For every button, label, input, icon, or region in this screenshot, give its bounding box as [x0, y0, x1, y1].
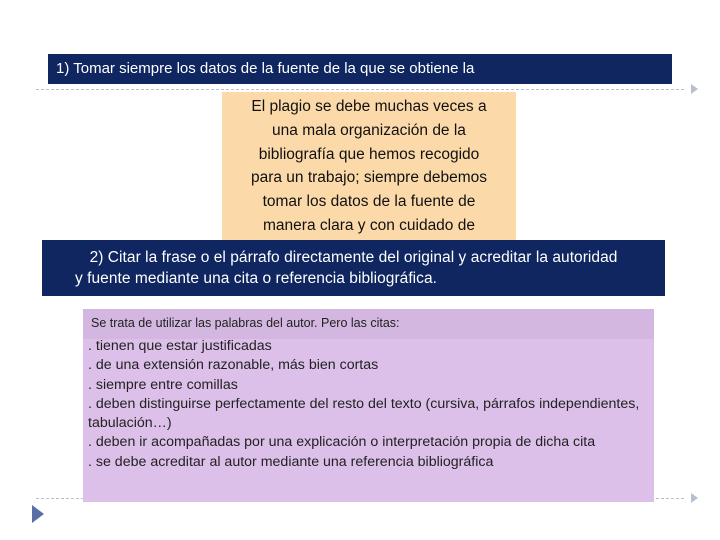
point-1-banner: 1) Tomar siempre los datos de la fuente de la que se obtiene la	[48, 54, 672, 84]
note-line: manera clara y con cuidado de	[263, 216, 475, 234]
divider-arrow-icon	[691, 84, 698, 94]
list-item: . tienen que estar justificadas	[88, 338, 272, 354]
note-line: tomar los datos de la fuente de	[262, 193, 476, 211]
citations-heading: Se trata de utilizar las palabras del autor. Pero las citas:	[83, 309, 654, 339]
point-2-line-2: y fuente mediante una cita o referencia bibliográfica.	[75, 270, 437, 287]
citations-list	[88, 337, 648, 472]
note-line: El plagio se debe muchas veces a	[251, 98, 487, 115]
list-item: . se debe acreditar al autor mediante una referencia bibliográfica	[88, 453, 494, 470]
note-line: para un trabajo; siempre debemos	[250, 169, 488, 187]
list-item: . de una extensión razonable, más bien cortas	[88, 357, 379, 374]
point-2-banner	[42, 240, 665, 296]
list-item: . deben ir acompañadas por una explicación o interpretación propia de dicha cita	[88, 434, 596, 451]
list-item: . deben distinguirse perfectamente del resto del texto (cursiva, párrafos independientes, tabulación…)	[88, 395, 640, 432]
nav-arrow-icon[interactable]	[32, 505, 44, 523]
top-divider	[36, 89, 684, 90]
point-2-line-1: 2) Citar la frase o el párrafo directamente del original y acreditar la autoridad	[89, 249, 618, 266]
note-line: bibliografía que hemos recogido	[258, 145, 480, 163]
plagiarism-note	[222, 92, 516, 240]
citations-box	[83, 309, 654, 502]
list-item: . siempre entre comillas	[88, 376, 238, 393]
divider-arrow-icon	[691, 493, 698, 503]
note-line: una mala organización de la	[272, 121, 466, 139]
